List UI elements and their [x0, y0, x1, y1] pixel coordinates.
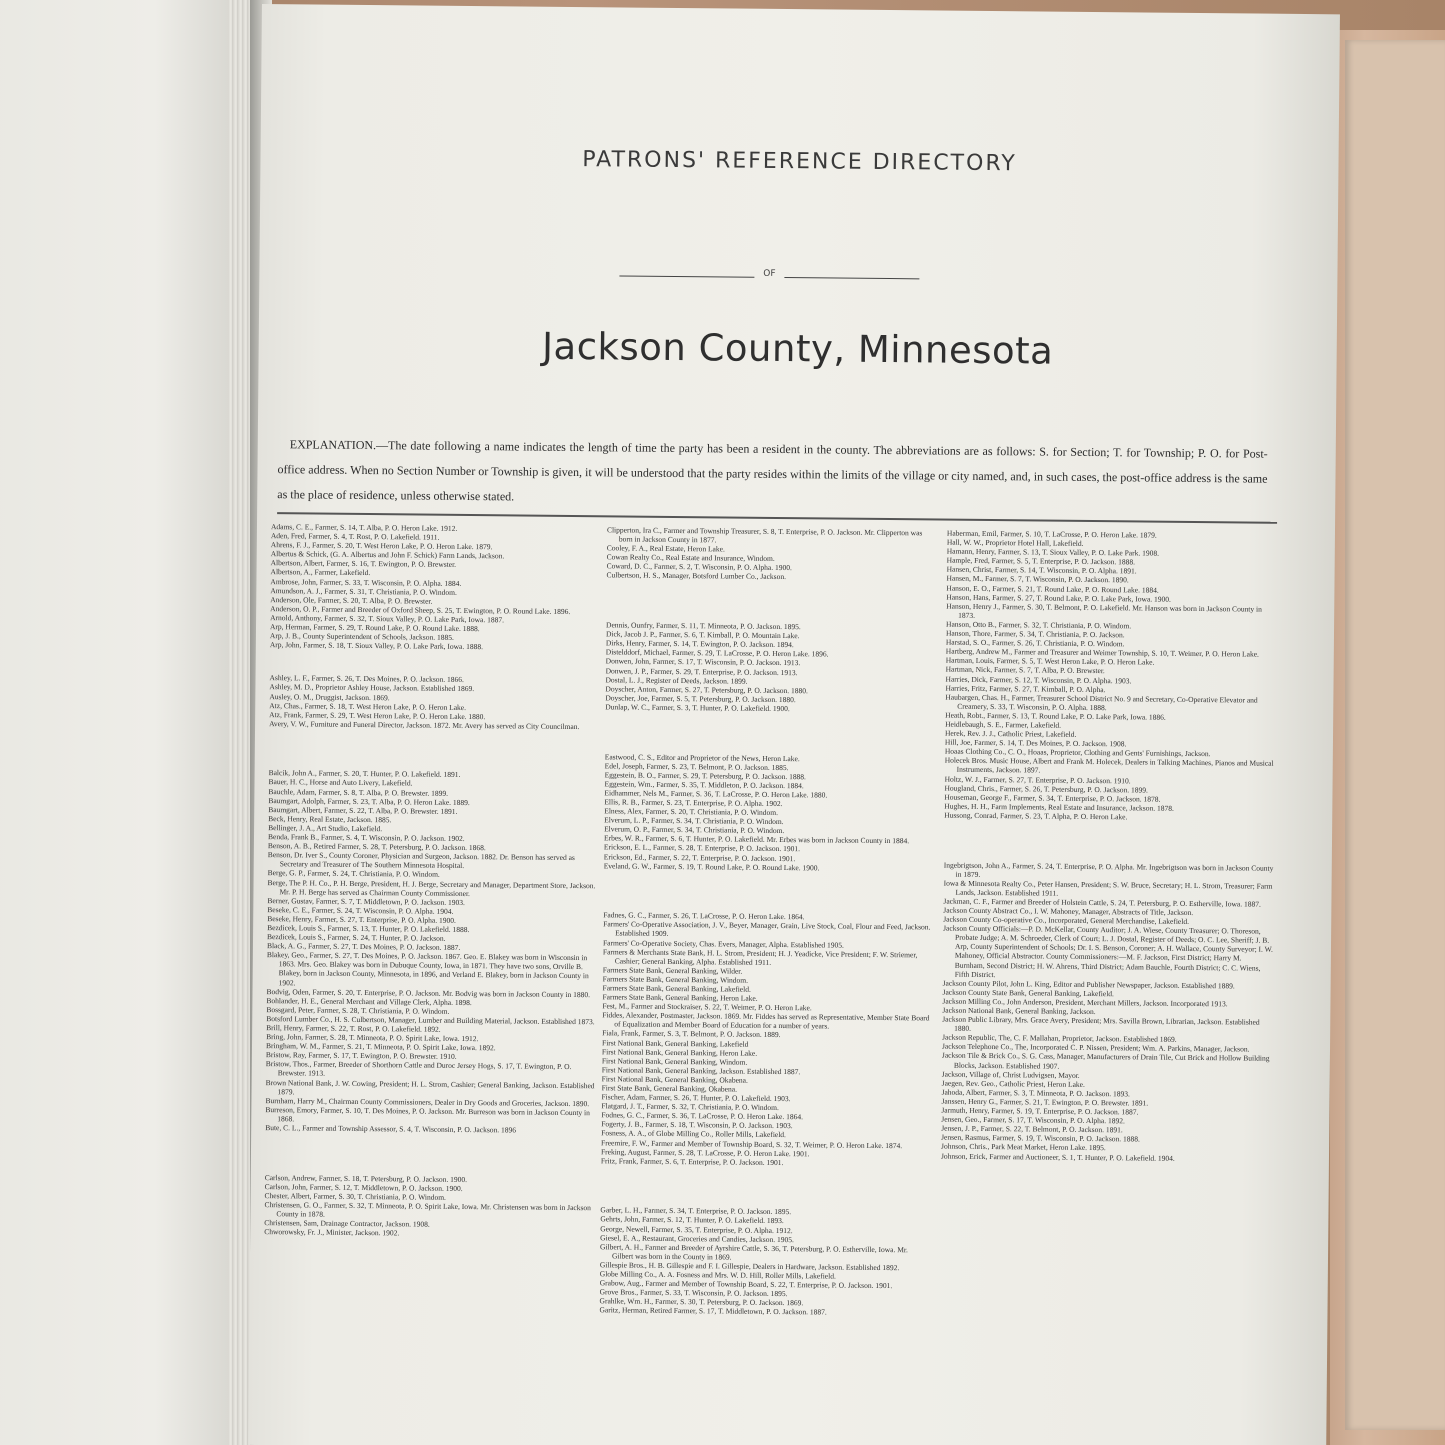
directory-entry: Donwen, John, Farmer, S. 17, T. Wisconsin, P. O. Jackson. 1913. [605, 656, 801, 668]
directory-entry: Eggestein, Wm., Farmer, S. 35, T. Middleton, P. O. Jackson. 1884. [604, 779, 804, 791]
directory-entry: Baumgart, Albert, Farmer, S. 22, T. Alba, P. O. Brewster. 1891. [268, 804, 458, 816]
directory-entry: Baumgart, Adolph, Farmer, S. 23, T. Alba, P. O. Heron Lake. 1889. [268, 795, 470, 807]
entry-spacer [944, 844, 1274, 856]
directory-entry: First National Bank, General Banking, Windom. [601, 1056, 748, 1067]
directory-entry: Ingebrigtson, John A., Farmer, S. 24, T. Enterprise, P. O. Alpha. Mr. Ingebrigtson was born in Jackson County in 1879. [943, 860, 1274, 879]
directory-entry: Heath, Robt., Farmer, S. 13, T. Round Lake, P. O. Lake Park, Iowa. 1886. [945, 710, 1166, 722]
directory-entry: Hansen, M., Farmer, S. 7, T. Wisconsin, P. O. Jackson. 1890. [946, 574, 1129, 585]
entry-spacer [270, 657, 600, 669]
directory-entry: Hanson, E. O., Farmer, S. 21, T. Round Lake, P. O. Round Lake. 1884. [946, 583, 1159, 595]
directory-entry: Black, A. G., Farmer, S. 27, T. Des Moines, P. O. Jackson. 1887. [266, 941, 461, 953]
entry-spacer [944, 827, 1274, 839]
directory-entry: Jackson County Officials:—P. D. McKellar, County Auditor; J. A. Wiese, County Treasurer; O. Thoreson, Probate Judge; A. M. Schroeder, Clerk of Court; L. J. Dostal, Register of Deeds; O. C. Lee, Sheriff; J. B. Arp, County Superintendent of Schools; Dr. I. S. Benson, Coroner; A. H. Wallace, County Surveyor; I. W. Mahoney, Official Abstractor. County Commissioners:—M. F. Jackson, First District; Harry M. Burnham, Second District; H. W. Ahrens, Third District; Adam Bauchle, Fourth District; C. C. Wiens, Fifth District. [943, 923, 1273, 979]
directory-entry: Flatgard, J. T., Farmer, S. 32, T. Christiania, P. O. Windom. [601, 1101, 779, 1113]
directory-entry: Jackson Telephone Co., The, Incorporated C. P. Nissen, President; Wm. A. Parkins, Manager, Jackson. [941, 1041, 1250, 1054]
directory-entry: Ashley, M. D., Proprietor Ashley House, Jackson. Established 1869. [269, 682, 475, 694]
directory-entry: Grahlke, Wm. H., Farmer, S. 30, T. Petersburg, P. O. Jackson. 1869. [599, 1296, 804, 1308]
directory-entry: Harstad, S. O., Farmer, S. 26, T. Christiania, P. O. Windom. [945, 637, 1125, 649]
directory-entry: Jahoda, Albert, Farmer, S. 3, T. Minneota, P. O. Jackson. 1893. [941, 1087, 1130, 1099]
directory-entry: Fodnes, G. C., Farmer, S. 36, T. LaCrosse, P. O. Heron Lake. 1864. [601, 1110, 804, 1122]
directory-entry: Cowan Realty Co., Real Estate and Insurance, Windom. [606, 552, 775, 564]
directory-entry: Arp, J. B., County Superintendent of Schools, Jackson. 1885. [269, 631, 454, 642]
directory-entry: Hussong, Conrad, Farmer, S. 23, T. Alpha, P. O. Heron Lake. [944, 810, 1128, 822]
directory-entry: Dennis, Ounfry, Farmer, S. 11, T. Minneota, P. O. Jackson. 1895. [606, 620, 801, 632]
directory-entry: Elverum, L. P., Farmer, S. 34, T. Christiania, P. O. Windom. [604, 815, 784, 827]
directory-entry: Jackson National Bank, General Banking, Jackson. [942, 1005, 1096, 1017]
directory-entry: Arp, Herman, Farmer, S. 29, T. Round Lake, P. O. Round Lake. 1888. [269, 622, 480, 634]
directory-entry: Hanson, Otto B., Farmer, S. 32, T. Christiania, P. O. Windom. [946, 619, 1132, 631]
directory-entry: Erbes, W. R., Farmer, S. 6, T. Hunter, P. O. Lakefield. Mr. Erbes was born in Jackson County in 1884. [603, 833, 910, 846]
directory-entry: Bodvig, Oden, Farmer, S. 20, T. Enterprise, P. O. Jackson. Mr. Bodvig was born in Jackson County in 1880. [266, 986, 591, 999]
entry-spacer [265, 1140, 595, 1152]
entry-spacer [604, 878, 934, 890]
directory-entry: Jackson County State Bank, General Banking, Lakefield. [942, 987, 1115, 999]
directory-entry: Arnold, Anthony, Farmer, S. 32, T. Sioux Valley, P. O. Lake Park, Iowa. 1887. [270, 613, 505, 625]
directory-entry: Ahrens, F. J., Farmer, S. 20, T. West Heron Lake, P. O. Heron Lake. 1879. [270, 540, 493, 552]
directory-entry: Coward, D. C., Farmer, S. 2, T. Wisconsin, P. O. Alpha. 1900. [606, 561, 792, 573]
entry-spacer [606, 587, 936, 599]
directory-entry: First National Bank, General Banking, Jackson. Established 1887. [601, 1065, 801, 1077]
entry-spacer [269, 735, 599, 747]
directory-entry: Dick, Jacob J. P., Farmer, S. 6, T. Kimball, P. O. Mountain Lake. [605, 629, 800, 641]
directory-entry: Farmers' Co-Operative Society, Chas. Evers, Manager, Alpha. Established 1905. [602, 937, 844, 950]
directory-entry: Houseman, George F., Farmer, S. 34, T. Enterprise, P. O. Jackson. 1878. [944, 792, 1161, 804]
directory-entry: Jackson County Abstract Co., I. W. Mahoney, Manager, Abstracts of Title, Jackson. [943, 905, 1194, 917]
entry-spacer [605, 735, 935, 747]
directory-entry: Albertus & Schick, (G. A. Albertus and John F. Schick) Farm Lands, Jackson. [270, 549, 505, 561]
directory-entry: Albertson, A., Farmer, Lakefield. [270, 567, 371, 578]
directory-entry: Bohlander, H. E., General Merchant and Village Clerk, Alpha. 1898. [266, 995, 472, 1007]
entry-spacer [265, 1156, 595, 1168]
directory-entry: First National Bank, General Banking, Lakefield [602, 1037, 749, 1049]
of-label: OF [763, 268, 776, 279]
directory-entry: Harries, Dick, Farmer, S. 12, T. Wisconsin, P. O. Alpha. 1903. [945, 674, 1132, 685]
directory-entry: Carlson, John, Farmer, S. 12, T. Middletown, P. O. Jackson. 1900. [264, 1181, 463, 1193]
directory-entry: Arp, John, Farmer, S. 18, T. Sioux Valley, P. O. Lake Park, Iowa. 1888. [269, 640, 484, 652]
directory-entry: Hartman, Nick, Farmer, S. 7, T. Alba, P. O. Brewster. [945, 664, 1105, 676]
directory-entry: Edel, Joseph, Farmer, S. 23, T. Belmont, P. O. Jackson. 1885. [604, 760, 789, 772]
directory-entry: Doyscher, Joe, Farmer, S. 5, T. Petersburg, P. O. Jackson. 1880. [605, 693, 796, 704]
directory-entry: George, Newell, Farmer, S. 35, T. Enterprise, P. O. Alpha. 1912. [600, 1223, 793, 1235]
directory-entry: Jarmuth, Henry, Farmer, S. 19, T. Enterprise, P. O. Jackson. 1887. [941, 1105, 1139, 1117]
directory-entry: Garitz, Herman, Retired Farmer, S. 17, T. Middletown, P. O. Jackson. 1887. [599, 1305, 827, 1317]
directory-entry: Jackson, Village of, Christ Ludvigsen, Mayor. [941, 1069, 1080, 1080]
directory-entry: Erickson, E. L., Farmer, S. 28, T. Enterprise, P. O. Jackson. 1901. [603, 842, 801, 854]
directory-entry: Chworowsky, Fr. J., Minister, Jackson. 1902. [264, 1227, 400, 1238]
directory-page [248, 4, 1340, 1445]
entry-spacer [601, 1189, 931, 1201]
directory-entry: Giesel, E. A., Restaurant, Groceries and Candies, Jackson. 1905. [600, 1232, 794, 1244]
directory-entry: Eggestein, B. O., Farmer, S. 29, T. Petersburg, P. O. Jackson. 1888. [604, 770, 807, 781]
directory-entry: Farmers State Bank, General Banking, Heron Lake. [602, 992, 758, 1003]
entry-spacer [269, 752, 599, 764]
directory-entry: Grove Bros., Farmer, S. 33, T. Wisconsin, P. O. Jackson. 1895. [599, 1287, 788, 1299]
directory-entry: Heidlebaugh, S. E., Farmer, Lakefield. [945, 719, 1062, 730]
directory-entry: Albertson, Albert, Farmer, S. 16, T. Ewington, P. O. Brewster. [270, 558, 457, 570]
directory-entry: Jackman, C. F., Farmer and Breeder of Holstein Cattle, S. 24, T. Petersburg, P. O. Estherville, Iowa. 1887. [943, 896, 1261, 909]
directory-entry: Haubargen, Chas. H., Farmer, Treasurer School District No. 9 and Secretary, Co-Operative Elevator and Creamery, S. 33, T. Wisconsin, P. O. Alpha. 1888. [945, 692, 1258, 712]
directory-entry: First State Bank, General Banking, Okabena. [601, 1083, 738, 1094]
directory-column-3 [941, 529, 1277, 1164]
directory-entry: Haberman, Emil, Farmer, S. 10, T. LaCrosse, P. O. Heron Lake. 1879. [946, 528, 1157, 540]
directory-entry: Bristow, Thos., Farmer, Breeder of Shorthorn Cattle and Duroc Jersey Hogs, S. 17, T. Ewington, P. O. Brewster. 1913. [265, 1059, 572, 1079]
directory-entry: Fest, M., Farmer and Stockraiser, S. 22, T. Weimer, P. O. Heron Lake. [602, 1001, 812, 1013]
directory-entry: Bauer, H. C., Horse and Auto Livery, Lakefield. [268, 777, 413, 788]
directory-entry: Berge, The P. H. Co., P. H. Berge, President, H. J. Berge, Secretary and Manager, Department Store, Jackson. Mr. P. H. Berge has served as Chairman County Commissioner. [267, 877, 596, 898]
directory-entry: Hartberg, Andrew M., Farmer and Treasurer and Weimer Township, S. 10, T. Weimer, P. O. Heron Lake. [945, 646, 1259, 659]
directory-entry: Jackson County Pilot, John L. King, Editor and Publisher Newspaper, Jackson. Established 1889. [942, 978, 1235, 991]
directory-entry: Dirks, Henry, Farmer, S. 14, T. Ewington, P. O. Jackson. 1894. [605, 638, 794, 650]
directory-entry: Jackson County Co-operative Co., Incorporated, General Merchandise, Lakefield. [943, 914, 1190, 927]
entry-spacer [603, 894, 933, 906]
directory-entry: Fischer, Adam, Farmer, S. 26, T. Hunter, P. O. Lakefield. 1903. [601, 1092, 791, 1104]
directory-entry: Gehrts, John, Farmer, S. 12, T. Hunter, P. O. Lakefield. 1893. [600, 1214, 784, 1226]
directory-entry: Benda, Frank B., Farmer, S. 4, T. Wisconsin, P. O. Jackson. 1902. [267, 832, 465, 844]
directory-entry: Ausley, O. M., Druggist, Jackson. 1869. [269, 691, 390, 702]
directory-entry: Burnham, Harry M., Chairman County Commissioners, Dealer in Dry Goods and Groceries, Jackson. 1890. [265, 1095, 590, 1108]
directory-entry: Iowa & Minnesota Realty Co., Peter Hansen, President; S. W. Bruce, Secretary; H. L. Strom, Treasurer; Farm Lands, Jackson. Established 1911. [943, 878, 1273, 898]
directory-entry: Jackson Milling Co., John Anderson, President, Merchant Millers, Jackson. Incorporated 1913. [942, 996, 1228, 1009]
directory-entry: Distelddorf, Michael, Farmer, S. 29, T. LaCrosse, P. O. Heron Lake. 1896. [605, 647, 829, 659]
directory-entry: Cooley, F. A., Real Estate, Heron Lake. [606, 543, 725, 554]
directory-entry: Hanson, Thore, Farmer, S. 34, T. Christiania, P. O. Jackson. [945, 628, 1125, 640]
directory-entry: Jackson Public Library, Mrs. Grace Avery, President; Mrs. Savilla Brown, Librarian, Jackson. Established 1880. [942, 1014, 1260, 1034]
directory-entry: Fiddes, Alexander, Postmaster, Jackson. 1869. Mr. Fiddes has served as Representative, Member State Board of Equalization and Member Board of Education for a number of years. [602, 1010, 930, 1031]
entry-spacer [606, 604, 936, 616]
directory-entry: Garber, L. H., Farmer, S. 34, T. Enterprise, P. O. Jackson. 1895. [600, 1205, 792, 1217]
directory-entry: Hanson, Hans, Farmer, S. 27, T. Round Lake, P. O. Lake Park, Iowa. 1900. [946, 592, 1171, 604]
directory-entry: Gillespie Bros., H. B. Gillespie and F. I. Gillespie, Dealers in Hardware, Jackson. Established 1892. [599, 1260, 900, 1273]
directory-column-2 [599, 525, 937, 1318]
directory-entry: Jackson Tile & Brick Co., S. G. Cass, Manager, Manufacturers of Drain Tile, Cut Brick and Hollow Building Blocks, Jackson. Established 1907. [941, 1051, 1270, 1071]
directory-entry: Elverum, O. P., Farmer, S. 34, T. Christiania, P. O. Windom. [604, 824, 785, 836]
directory-entry: Amundson, A. J., Farmer, S. 31, T. Christiania, P. O. Windom. [270, 585, 457, 597]
directory-entry: Hughes, H. H., Farm Implements, Real Estate and Insurance, Jackson. 1878. [944, 801, 1174, 813]
directory-entry: Bossgard, Peter, Farmer, S. 28, T. Christiania, P. O. Windom. [266, 1004, 450, 1016]
directory-entry: Bezdicek, Louis S., Farmer, S. 24, T. Hunter, P. O. Jackson. [267, 932, 446, 943]
directory-entry: Botsford Lumber Co., H. S. Culbertson, Manager, Lumber and Building Material, Jackson. Established 1873. [266, 1013, 595, 1027]
directory-entry: Jackson Republic, The, C. F. Mallahan, Proprietor, Jackson. Established 1869. [942, 1032, 1177, 1045]
directory-entry: Fritz, Frank, Farmer, S. 6, T. Enterprise, P. O. Jackson. 1901. [600, 1156, 784, 1167]
page-title: PATRONS' REFERENCE DIRECTORY [582, 147, 1017, 177]
directory-entry: Atz, Chas., Farmer, S. 18, T. West Heron Lake, P. O. Heron Lake. [269, 700, 467, 712]
directory-entry: Johnson, Chris., Park Meat Market, Heron Lake. 1895. [941, 1141, 1106, 1153]
of-separator [619, 265, 919, 288]
directory-entry: First National Bank, General Banking, Okabena. [601, 1074, 748, 1085]
directory-entry: Hall, W. W., Proprietor Hotel Hall, Lakefield. [946, 537, 1084, 549]
directory-entry: Herek, Rev. J. J., Catholic Priest, Lakefield. [944, 728, 1077, 739]
directory-entry: Brill, Henry, Farmer, S. 22, T. Rost, P. O. Lakefield. 1892. [266, 1023, 441, 1034]
directory-entry: Jensen, Rasmus, Farmer, S. 19, T. Wisconsin, P. O. Jackson. 1888. [941, 1132, 1140, 1144]
directory-entry: Johnson, Erick, Farmer and Auctioneer, S. 1, T. Hunter, P. O. Lakefield. 1904. [940, 1151, 1175, 1163]
directory-entry: Grabow, Aug., Farmer and Member of Township Board, S. 22, T. Enterprise, P. O. Jackson. 1901. [599, 1278, 893, 1291]
directory-entry: Bezdicek, Louis S., Farmer, S. 13, T. Hunter, P. O. Lakefield. 1888. [267, 923, 470, 935]
directory-entry: Harries, Fritz, Farmer, S. 27, T. Kimball, P. O. Alpha. [945, 683, 1106, 694]
directory-entry: Berge, G. P., Farmer, S. 24, T. Christiania, P. O. Windom. [267, 868, 440, 880]
directory-entry: Holecek Bros. Music House, Albert and Frank M. Holecek, Dealers in Talking Machines, Pianos and Musical Instruments, Jackson. 1897. [944, 755, 1274, 775]
directory-entry: Avery, V. W., Furniture and Funeral Director, Jackson. 1872. Mr. Avery has served as City Councilman. [269, 718, 580, 731]
directory-entry: Brown National Bank, J. W. Cowing, President; H. L. Strom, Cashier; General Banking, Jackson. Established 1879. [265, 1077, 595, 1097]
directory-entry: Hanson, Henry J., Farmer, S. 30, T. Belmont, P. O. Lakefield. Mr. Hanson was born in Jackson County in 1873. [946, 601, 1262, 620]
directory-entry: Eastwood, C. S., Editor and Proprietor of the News, Heron Lake. [604, 751, 800, 763]
directory-entry: Beseke, Henry, Farmer, S. 27, T. Enterprise, P. O. Alpha. 1900. [267, 913, 456, 925]
directory-entry: Fogerty, J. B., Farmer, S. 18, T. Wisconsin, P. O. Jackson. 1903. [601, 1119, 793, 1131]
directory-entry: Holtz, W. J., Farmer, S. 27, T. Enterprise, P. O. Jackson. 1910. [944, 774, 1131, 785]
directory-entry: Donwen, J. P., Farmer, S. 29, T. Enterprise, P. O. Jackson. 1913. [605, 665, 798, 677]
directory-entry: Hample, Fred, Farmer, S. 5, T. Enterprise, P. O. Jackson. 1888. [946, 555, 1136, 567]
directory-entry: Bristow, Ray, Farmer, S. 17, T. Ewington, P. O. Brewster. 1910. [265, 1050, 457, 1062]
directory-entry: Ashley, L. F., Farmer, S. 26, T. Des Moines, P. O. Jackson. 1866. [269, 673, 464, 685]
directory-entry: Clipperton, Ira C., Farmer and Township Treasurer, S. 8, T. Enterprise, P. O. Jackson. Mr. Clipperton was born in Jackson County in 1877. [606, 525, 923, 545]
directory-entry: Fosness, A. A., of Globe Milling Co., Roller Mills, Lakefield. [601, 1128, 787, 1140]
directory-entry: Bringham, W. M., Farmer, S. 21, T. Minneota, P. O. Spirit Lake, Iowa. 1892. [265, 1041, 496, 1053]
directory-entry: Farmers State Bank, General Banking, Wilder. [602, 965, 743, 976]
directory-entry: Ambrose, John, Farmer, S. 33, T. Wisconsin, P. O. Alpha. 1884. [270, 576, 462, 588]
directory-entry: Beck, Henry, Real Estate, Jackson. 1885. [268, 813, 392, 825]
directory-entry: Balcik, John A., Farmer, S. 20, T. Hunter, P. O. Lakefield. 1891. [268, 768, 461, 780]
directory-entry: Eveland, G. W., Farmer, S. 19, T. Round Lake, P. O. Round Lake. 1900. [603, 860, 820, 873]
directory-entry: Beseke, C. E., Farmer, S. 24, T. Wisconsin, P. O. Alpha. 1904. [267, 904, 454, 916]
directory-entry: Bring, John, Farmer, S. 28, T. Minneota, P. O. Spirit Lake, Iowa. 1912. [266, 1032, 479, 1044]
directory-entry: Benson, Dr. Iver S., County Coroner, Physician and Surgeon, Jackson. 1882. Dr. Benson has served as Secretary and Treasurer of The Southern Minnesota Hospital. [267, 850, 575, 871]
directory-entry: Hill, Joe, Farmer, S. 14, T. Des Moines, P. O. Jackson. 1908. [944, 737, 1127, 749]
directory-entry: Christensen, Sam, Drainage Contractor, Jackson. 1908. [264, 1218, 430, 1229]
directory-entry: Chester, Albert, Farmer, S. 30, T. Christiania, P. O. Windom. [264, 1190, 446, 1202]
directory-entry: Christensen, G. O., Farmer, S. 32, T. Minneota, P. O. Spirit Lake, Iowa. Mr. Christensen was born in Jackson County in 1878. [264, 1199, 591, 1219]
directory-entry: Hartman, Louis, Farmer, S. 5, T. West Heron Lake, P. O. Heron Lake. [945, 655, 1155, 667]
directory-entry: Carlson, Andrew, Farmer, S. 18, T. Petersburg, P. O. Jackson. 1900. [264, 1172, 468, 1184]
directory-entry: Janssen, Henry G., Farmer, S. 21, T. Ewington, P. O. Brewster. 1891. [941, 1096, 1149, 1108]
directory-entry: Anderson, Ole, Farmer, S. 20, T. Alba, P. O. Brewster. [270, 594, 433, 606]
directory-entry: Berner, Gustav, Farmer, S. 7, T. Middletown, P. O. Jackson. 1903. [267, 895, 466, 907]
entry-spacer [605, 719, 935, 731]
directory-entry: Jensen, Geo., Farmer, S. 17, T. Wisconsin, P. O. Alpha. 1892. [941, 1114, 1125, 1126]
directory-entry: Erickson, Ed., Farmer, S. 22, T. Enterprise, P. O. Jackson. 1901. [603, 851, 796, 863]
directory-entry: Farmers' Co-Operative Association, J. V., Beyer, Manager, Grain, Live Stock, Coal, Flour and Feed, Jackson. Established 1909. [603, 919, 931, 939]
directory-entry: Farmers State Bank, General Banking, Lakefield. [602, 983, 751, 994]
directory-entry: First National Bank, General Banking, Heron Lake. [601, 1046, 758, 1058]
directory-entry: Farmers State Bank, General Banking, Windom. [602, 974, 749, 985]
directory-entry: Aden, Fred, Farmer, S. 4, T. Rost, P. O. Lakefield. 1911. [270, 531, 440, 542]
directory-entry: Bute, C. L., Farmer and Township Assessor, S. 4, T. Wisconsin, P. O. Jackson. 1896 [265, 1123, 517, 1135]
directory-entry: Farmers & Merchants State Bank, H. L. Strom, President; H. J. Yeadicke, Vice President; F. W. Striemer, Cashier; General Banking, Alpha. Established 1911. [602, 946, 918, 967]
directory-entry: Anderson, O. P., Farmer and Breeder of Oxford Sheep, S. 25, T. Ewington, P. O. Round Lake. 1896. [270, 603, 571, 616]
directory-entry: Hoaas Clothing Co., C. O., Hoaas, Proprietor, Clothing and Gents' Furnishings, Jackson. [944, 746, 1211, 759]
directory-entry: Burreson, Emory, Farmer, S. 10, T. Des Moines, P. O. Jackson. Mr. Burreson was born in Jackson County in 1868. [265, 1104, 590, 1124]
directory-entry: Bellinger, J. A., Art Studio, Lakefield. [268, 823, 383, 834]
directory-entry: Bauchle, Adam, Farmer, S. 8, T. Alba, P. O. Brewster. 1899. [268, 786, 449, 798]
directory-entry: Freemire, F. W., Farmer and Member of Township Board, S. 32, T. Weimer, P. O. Heron Lake. 1874. [601, 1137, 903, 1150]
directory-entry: Elness, Alex, Farmer, S. 20, T. Christiania, P. O. Windom. [604, 806, 779, 818]
directory-column-1 [264, 522, 601, 1239]
directory-entry: Fiala, Frank, Farmer, S. 3, T. Belmont, P. O. Jackson. 1889. [602, 1028, 781, 1040]
directory-entry: Adams, C. E., Farmer, S. 14, T. Alba, P. O. Heron Lake. 1912. [270, 522, 458, 533]
directory-entry: Jensen, J. P., Farmer, S. 22, T. Belmont, P. O. Jackson. 1891. [941, 1123, 1123, 1135]
left-page [0, 0, 230, 1445]
directory-entry: Hougland, Chris., Farmer, S. 26, T. Petersburg, P. O. Jackson. 1899. [944, 783, 1148, 795]
directory-entry: Fadnes, G. C., Farmer, S. 26, T. LaCrosse, P. O. Heron Lake. 1864. [603, 910, 805, 922]
directory-entry: Doyscher, Anton, Farmer, S. 27, T. Petersburg, P. O. Jackson. 1880. [605, 684, 808, 695]
directory-entry: Hansen, Christ, Farmer, S. 14, T. Wisconsin, P. O. Alpha. 1891. [946, 564, 1137, 576]
directory-entry: Dostal, L. J., Register of Deeds, Jackson. 1899. [605, 674, 748, 686]
directory-entry: Jaegen, Rev. Geo., Catholic Priest, Heron Lake. [941, 1078, 1085, 1089]
directory-entry: Ellis, R. B., Farmer, S. 23, T. Enterprise, P. O. Alpha. 1902. [604, 797, 783, 809]
directory-entry: Globe Milling Co., A. A. Fosness and Mrs. W. D. Hill, Roller Mills, Lakefield. [599, 1269, 836, 1281]
directory-entry: Hamann, Henry, Farmer, S. 13, T. Sioux Valley, P. O. Lake Park. 1908. [946, 546, 1160, 558]
directory-entry: Gilbert, A. H., Farmer and Breeder of Ayrshire Cattle, S. 36, T. Petersburg, P. O. Estherville, Iowa. Mr. Gilbert was born in the County in 1869. [600, 1242, 908, 1262]
directory-entry: Dunlap, W. C., Farmer, S. 3, T. Hunter, P. O. Lakefield. 1900. [605, 702, 790, 714]
directory-entry: Atz, Frank, Farmer, S. 29, T. West Heron Lake, P. O. Heron Lake. 1880. [269, 709, 486, 721]
directory-entry: Eidhammer, Nels M., Farmer, S. 36, T. LaCrosse, P. O. Heron Lake. 1880. [604, 788, 828, 800]
directory-entry: Culbertson, H. S., Manager, Botsford Lumber Co., Jackson. [606, 570, 787, 582]
directory-entry: Blakey, Geo., Farmer, S. 27, T. Des Moines, P. O. Jackson. 1867. Geo. E. Blakey was born in Wisconsin in 1863. Mrs. Geo. Blakey was born in Dubuque County, Iowa, in 1871. They have two sons, Orville B. Blakey, born in Jackson County, Minnesota, in 1896, and Verland E. Blakey, born in Jackson County in 1902. [266, 950, 589, 987]
directory-entry: Benson, A. B., Retired Farmer, S. 28, T. Petersburg, P. O. Jackson. 1868. [267, 841, 486, 853]
book-board-right [1345, 40, 1445, 1430]
entry-spacer [601, 1173, 931, 1185]
county-heading: Jackson County, Minnesota [541, 324, 1054, 373]
directory-entry: Freking, August, Farmer, S. 28, T. LaCrosse, P. O. Heron Lake. 1901. [600, 1146, 810, 1158]
explanation-paragraph: EXPLANATION.—The date following a name indicates the length of time the party has been a resident in the county. The abbreviations are as follows: S. for Section; T. for Township; P. O. for Post-office address. When no Section Number or Township is given, it will be understood that the party resides within the limits of the village or city named, and, in such cases, the post-office address is the same as the place of residence, unless otherwise stated. [277, 437, 1268, 504]
